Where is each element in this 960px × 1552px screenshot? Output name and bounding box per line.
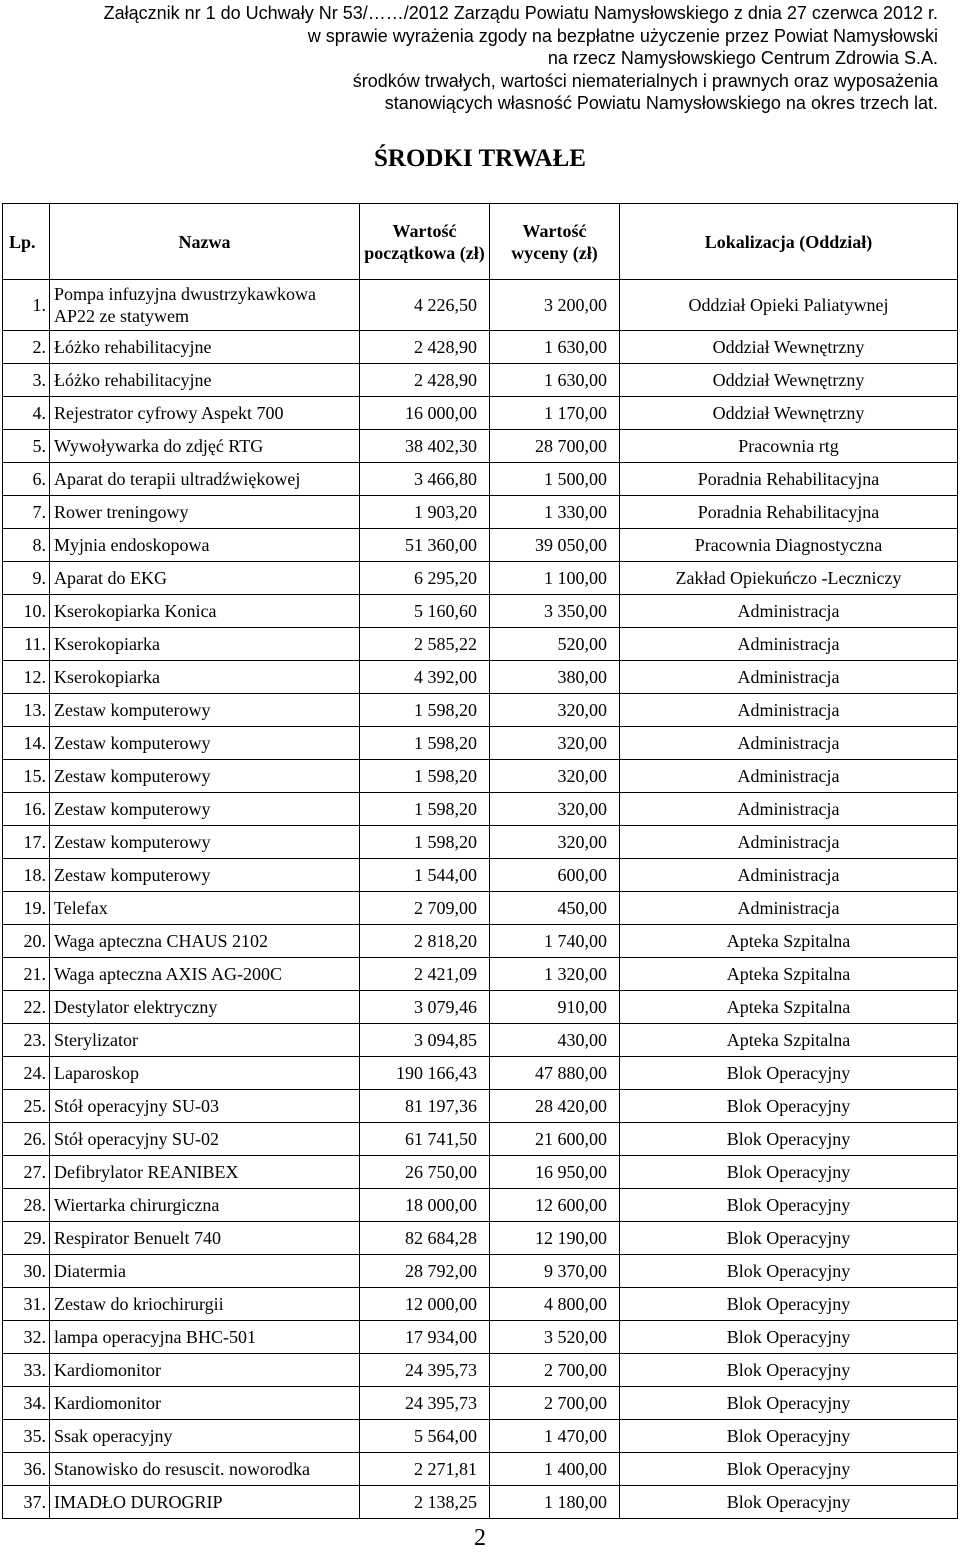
cell-lp: 17.: [3, 826, 50, 859]
cell-valuation: 600,00: [490, 859, 620, 892]
cell-name: lampa operacyjna BHC-501: [50, 1321, 360, 1354]
table-row: [3, 694, 958, 727]
cell-lp: 4.: [3, 397, 50, 430]
cell-location: Blok Operacyjny: [620, 1420, 958, 1453]
cell-lp: 23.: [3, 1024, 50, 1057]
cell-name: Destylator elektryczny: [50, 991, 360, 1024]
cell-name: Waga apteczna CHAUS 2102: [50, 925, 360, 958]
cell-location: Oddział Wewnętrzny: [620, 331, 958, 364]
table-row: [3, 463, 958, 496]
cell-valuation: 1 630,00: [490, 364, 620, 397]
cell-valuation: 9 370,00: [490, 1255, 620, 1288]
table-row: [3, 1420, 958, 1453]
cell-valuation: 1 100,00: [490, 562, 620, 595]
cell-valuation: 21 600,00: [490, 1123, 620, 1156]
cell-name: Sterylizator: [50, 1024, 360, 1057]
cell-name: Rower treningowy: [50, 496, 360, 529]
cell-valuation: 1 320,00: [490, 958, 620, 991]
cell-location: Oddział Wewnętrzny: [620, 397, 958, 430]
cell-location: Administracja: [620, 595, 958, 628]
cell-lp: 15.: [3, 760, 50, 793]
table-row: [3, 1222, 958, 1255]
cell-name: Kserokopiarka: [50, 661, 360, 694]
cell-name: Kserokopiarka: [50, 628, 360, 661]
cell-name: Łóżko rehabilitacyjne: [50, 331, 360, 364]
cell-location: Oddział Wewnętrzny: [620, 364, 958, 397]
table-row: [3, 1321, 958, 1354]
table-row: [3, 628, 958, 661]
cell-name: Laparoskop: [50, 1057, 360, 1090]
cell-lp: 27.: [3, 1156, 50, 1189]
cell-valuation: 1 740,00: [490, 925, 620, 958]
cell-valuation: 430,00: [490, 1024, 620, 1057]
table-row: [3, 1288, 958, 1321]
cell-lp: 7.: [3, 496, 50, 529]
cell-initial-value: 1 598,20: [360, 694, 490, 727]
cell-location: Administracja: [620, 892, 958, 925]
cell-name: Defibrylator REANIBEX: [50, 1156, 360, 1189]
table-row: [3, 859, 958, 892]
cell-lp: 19.: [3, 892, 50, 925]
cell-location: Blok Operacyjny: [620, 1453, 958, 1486]
cell-valuation: 450,00: [490, 892, 620, 925]
cell-location: Administracja: [620, 826, 958, 859]
cell-name: IMADŁO DUROGRIP: [50, 1486, 360, 1519]
document-header: [18, 2, 938, 115]
cell-location: Blok Operacyjny: [620, 1387, 958, 1420]
cell-initial-value: 2 428,90: [360, 364, 490, 397]
cell-name: Waga apteczna AXIS AG-200C: [50, 958, 360, 991]
cell-lp: 10.: [3, 595, 50, 628]
cell-name: Kserokopiarka Konica: [50, 595, 360, 628]
cell-location: Administracja: [620, 793, 958, 826]
cell-name: Myjnia endoskopowa: [50, 529, 360, 562]
cell-name: Zestaw komputerowy: [50, 793, 360, 826]
cell-lp: 29.: [3, 1222, 50, 1255]
cell-valuation: 320,00: [490, 826, 620, 859]
cell-location: Pracownia rtg: [620, 430, 958, 463]
cell-lp: 35.: [3, 1420, 50, 1453]
table-row: [3, 397, 958, 430]
cell-initial-value: 17 934,00: [360, 1321, 490, 1354]
cell-name: Zestaw do kriochirurgii: [50, 1288, 360, 1321]
cell-valuation: 910,00: [490, 991, 620, 1024]
table-row: [3, 1255, 958, 1288]
cell-valuation: 520,00: [490, 628, 620, 661]
table-row: [3, 595, 958, 628]
cell-lp: 6.: [3, 463, 50, 496]
cell-location: Blok Operacyjny: [620, 1222, 958, 1255]
cell-initial-value: 1 544,00: [360, 859, 490, 892]
cell-lp: 1.: [3, 280, 50, 331]
cell-name: Kardiomonitor: [50, 1387, 360, 1420]
cell-valuation: 3 520,00: [490, 1321, 620, 1354]
cell-name: Stół operacyjny SU-03: [50, 1090, 360, 1123]
cell-initial-value: 2 709,00: [360, 892, 490, 925]
cell-initial-value: 3 094,85: [360, 1024, 490, 1057]
cell-initial-value: 2 585,22: [360, 628, 490, 661]
cell-valuation: 380,00: [490, 661, 620, 694]
table-row: [3, 496, 958, 529]
cell-initial-value: 16 000,00: [360, 397, 490, 430]
cell-initial-value: 2 271,81: [360, 1453, 490, 1486]
assets-table: [2, 203, 958, 1519]
cell-name: Zestaw komputerowy: [50, 760, 360, 793]
cell-initial-value: 82 684,28: [360, 1222, 490, 1255]
cell-initial-value: 3 466,80: [360, 463, 490, 496]
cell-name: Zestaw komputerowy: [50, 694, 360, 727]
cell-lp: 21.: [3, 958, 50, 991]
cell-location: Administracja: [620, 628, 958, 661]
table-row: [3, 1189, 958, 1222]
cell-location: Oddział Opieki Paliatywnej: [620, 280, 958, 331]
cell-location: Apteka Szpitalna: [620, 958, 958, 991]
table-row: [3, 1057, 958, 1090]
cell-initial-value: 1 598,20: [360, 826, 490, 859]
cell-valuation: 2 700,00: [490, 1354, 620, 1387]
header-line: w sprawie wyrażenia zgody na bezpłatne użyczenie przez Powiat Namysłowski: [307, 25, 938, 46]
cell-location: Administracja: [620, 727, 958, 760]
cell-lp: 12.: [3, 661, 50, 694]
cell-initial-value: 51 360,00: [360, 529, 490, 562]
cell-lp: 14.: [3, 727, 50, 760]
table-row: [3, 1090, 958, 1123]
cell-valuation: 1 170,00: [490, 397, 620, 430]
cell-name: Aparat do terapii ultradźwiękowej: [50, 463, 360, 496]
table-row: [3, 364, 958, 397]
cell-location: Blok Operacyjny: [620, 1189, 958, 1222]
cell-initial-value: 2 138,25: [360, 1486, 490, 1519]
cell-lp: 26.: [3, 1123, 50, 1156]
table-row: [3, 1024, 958, 1057]
table-row: [3, 958, 958, 991]
cell-lp: 22.: [3, 991, 50, 1024]
cell-valuation: 1 500,00: [490, 463, 620, 496]
table-body: [3, 280, 958, 1519]
table-row: [3, 727, 958, 760]
cell-initial-value: 81 197,36: [360, 1090, 490, 1123]
page-number: 2: [474, 1525, 486, 1551]
cell-valuation: 320,00: [490, 727, 620, 760]
table-row: [3, 760, 958, 793]
cell-lp: 34.: [3, 1387, 50, 1420]
cell-valuation: 16 950,00: [490, 1156, 620, 1189]
table-row: [3, 430, 958, 463]
column-header-location: Lokalizacja (Oddział): [620, 204, 958, 280]
cell-lp: 13.: [3, 694, 50, 727]
cell-lp: 5.: [3, 430, 50, 463]
table-row: [3, 892, 958, 925]
table-row: [3, 1453, 958, 1486]
cell-initial-value: 6 295,20: [360, 562, 490, 595]
cell-initial-value: 61 741,50: [360, 1123, 490, 1156]
cell-location: Blok Operacyjny: [620, 1123, 958, 1156]
cell-location: Blok Operacyjny: [620, 1057, 958, 1090]
page-title: ŚRODKI TRWAŁE: [374, 145, 586, 172]
cell-name: Diatermia: [50, 1255, 360, 1288]
cell-initial-value: 38 402,30: [360, 430, 490, 463]
cell-initial-value: 190 166,43: [360, 1057, 490, 1090]
cell-initial-value: 4 392,00: [360, 661, 490, 694]
cell-valuation: 1 470,00: [490, 1420, 620, 1453]
cell-lp: 8.: [3, 529, 50, 562]
table-row: [3, 280, 958, 331]
cell-valuation: 47 880,00: [490, 1057, 620, 1090]
cell-lp: 11.: [3, 628, 50, 661]
cell-name: Rejestrator cyfrowy Aspekt 700: [50, 397, 360, 430]
cell-name: Ssak operacyjny: [50, 1420, 360, 1453]
cell-initial-value: 12 000,00: [360, 1288, 490, 1321]
table-row: [3, 991, 958, 1024]
cell-valuation: 1 400,00: [490, 1453, 620, 1486]
header-line: Załącznik nr 1 do Uchwały Nr 53/……/2012 Zarządu Powiatu Namysłowskiego z dnia 27 czerwca 2012 r.: [103, 3, 938, 23]
table-row: [3, 925, 958, 958]
column-header-lp: Lp.: [3, 204, 50, 280]
header-line: na rzecz Namysłowskiego Centrum Zdrowia S.A.: [547, 48, 938, 68]
cell-location: Apteka Szpitalna: [620, 1024, 958, 1057]
cell-lp: 18.: [3, 859, 50, 892]
cell-location: Poradnia Rehabilitacyjna: [620, 463, 958, 496]
cell-location: Administracja: [620, 760, 958, 793]
cell-location: Administracja: [620, 859, 958, 892]
cell-lp: 32.: [3, 1321, 50, 1354]
cell-initial-value: 28 792,00: [360, 1255, 490, 1288]
table-header-row: [3, 204, 958, 280]
cell-location: Apteka Szpitalna: [620, 925, 958, 958]
cell-location: Blok Operacyjny: [620, 1255, 958, 1288]
cell-lp: 37.: [3, 1486, 50, 1519]
cell-name: Kardiomonitor: [50, 1354, 360, 1387]
cell-name: Zestaw komputerowy: [50, 859, 360, 892]
cell-lp: 16.: [3, 793, 50, 826]
table-row: [3, 1387, 958, 1420]
column-header-initial-value: Wartość początkowa (zł): [360, 204, 490, 280]
cell-lp: 9.: [3, 562, 50, 595]
cell-lp: 25.: [3, 1090, 50, 1123]
cell-location: Blok Operacyjny: [620, 1486, 958, 1519]
cell-name: Wiertarka chirurgiczna: [50, 1189, 360, 1222]
cell-name: Pompa infuzyjna dwustrzykawkowa AP22 ze statywem: [50, 280, 360, 331]
table-row: [3, 562, 958, 595]
header-line: środków trwałych, wartości niematerialnych i prawnych oraz wyposażenia: [352, 70, 938, 91]
cell-location: Poradnia Rehabilitacyjna: [620, 496, 958, 529]
cell-valuation: 320,00: [490, 694, 620, 727]
header-line: stanowiących własność Powiatu Namysłowskiego na okres trzech lat.: [384, 93, 938, 113]
cell-valuation: 1 330,00: [490, 496, 620, 529]
cell-lp: 33.: [3, 1354, 50, 1387]
cell-name: Stanowisko do resuscit. noworodka: [50, 1453, 360, 1486]
table-row: [3, 1156, 958, 1189]
cell-initial-value: 5 160,60: [360, 595, 490, 628]
cell-initial-value: 18 000,00: [360, 1189, 490, 1222]
cell-initial-value: 24 395,73: [360, 1354, 490, 1387]
cell-valuation: 12 600,00: [490, 1189, 620, 1222]
cell-name: Stół operacyjny SU-02: [50, 1123, 360, 1156]
cell-valuation: 39 050,00: [490, 529, 620, 562]
cell-valuation: 3 200,00: [490, 280, 620, 331]
cell-initial-value: 1 598,20: [360, 793, 490, 826]
table-row: [3, 661, 958, 694]
cell-lp: 36.: [3, 1453, 50, 1486]
cell-location: Blok Operacyjny: [620, 1354, 958, 1387]
cell-valuation: 1 630,00: [490, 331, 620, 364]
cell-location: Administracja: [620, 694, 958, 727]
cell-initial-value: 1 598,20: [360, 727, 490, 760]
cell-initial-value: 1 598,20: [360, 760, 490, 793]
cell-location: Zakład Opiekuńczo -Leczniczy: [620, 562, 958, 595]
cell-name: Telefax: [50, 892, 360, 925]
cell-valuation: 320,00: [490, 760, 620, 793]
cell-name: Aparat do EKG: [50, 562, 360, 595]
cell-lp: 24.: [3, 1057, 50, 1090]
cell-valuation: 1 180,00: [490, 1486, 620, 1519]
cell-lp: 31.: [3, 1288, 50, 1321]
table-row: [3, 331, 958, 364]
cell-location: Blok Operacyjny: [620, 1288, 958, 1321]
cell-valuation: 28 700,00: [490, 430, 620, 463]
table-row: [3, 1354, 958, 1387]
cell-name: Respirator Benuelt 740: [50, 1222, 360, 1255]
cell-initial-value: 3 079,46: [360, 991, 490, 1024]
cell-location: Blok Operacyjny: [620, 1156, 958, 1189]
cell-initial-value: 2 428,90: [360, 331, 490, 364]
cell-valuation: 3 350,00: [490, 595, 620, 628]
cell-valuation: 4 800,00: [490, 1288, 620, 1321]
cell-lp: 20.: [3, 925, 50, 958]
table-row: [3, 1123, 958, 1156]
cell-valuation: 28 420,00: [490, 1090, 620, 1123]
cell-valuation: 320,00: [490, 793, 620, 826]
cell-name: Wywoływarka do zdjęć RTG: [50, 430, 360, 463]
cell-initial-value: 24 395,73: [360, 1387, 490, 1420]
column-header-name: Nazwa: [50, 204, 360, 280]
table-row: [3, 529, 958, 562]
cell-location: Blok Operacyjny: [620, 1090, 958, 1123]
cell-initial-value: 2 421,09: [360, 958, 490, 991]
column-header-valuation: Wartość wyceny (zł): [490, 204, 620, 280]
cell-location: Pracownia Diagnostyczna: [620, 529, 958, 562]
cell-lp: 28.: [3, 1189, 50, 1222]
cell-lp: 2.: [3, 331, 50, 364]
cell-location: Apteka Szpitalna: [620, 991, 958, 1024]
cell-lp: 3.: [3, 364, 50, 397]
cell-valuation: 2 700,00: [490, 1387, 620, 1420]
cell-location: Administracja: [620, 661, 958, 694]
table-row: [3, 826, 958, 859]
cell-valuation: 12 190,00: [490, 1222, 620, 1255]
cell-initial-value: 26 750,00: [360, 1156, 490, 1189]
cell-name: Zestaw komputerowy: [50, 826, 360, 859]
table-row: [3, 793, 958, 826]
cell-initial-value: 5 564,00: [360, 1420, 490, 1453]
cell-initial-value: 4 226,50: [360, 280, 490, 331]
cell-name: Zestaw komputerowy: [50, 727, 360, 760]
cell-location: Blok Operacyjny: [620, 1321, 958, 1354]
cell-initial-value: 1 903,20: [360, 496, 490, 529]
cell-lp: 30.: [3, 1255, 50, 1288]
cell-name: Łóżko rehabilitacyjne: [50, 364, 360, 397]
cell-initial-value: 2 818,20: [360, 925, 490, 958]
table-row: [3, 1486, 958, 1519]
